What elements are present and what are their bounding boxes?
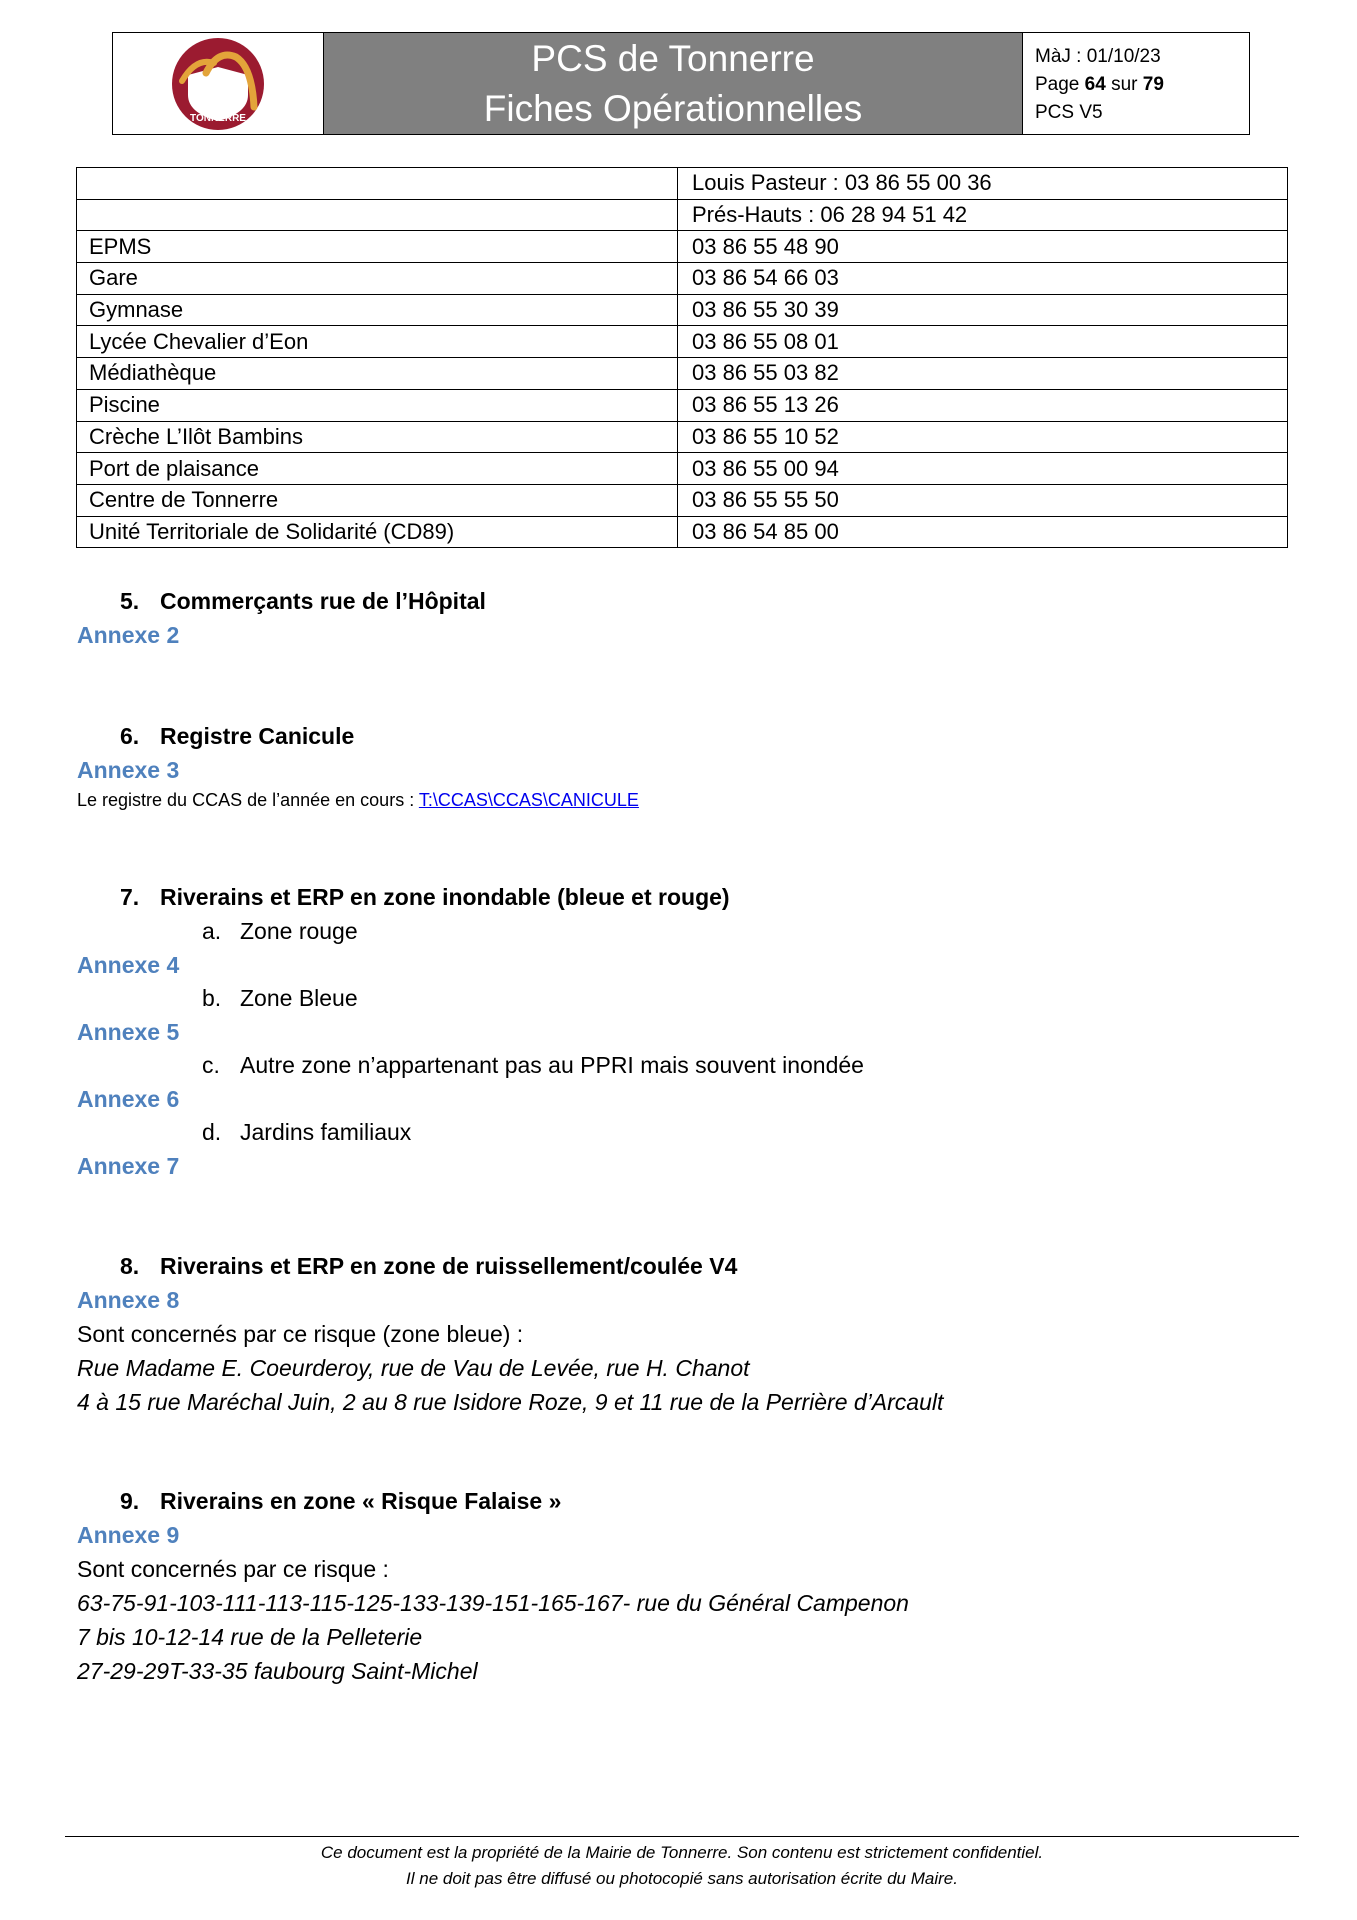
- item-label: Autre zone n’appartenant pas au PPRI mais souvent inondée: [240, 1052, 864, 1078]
- section-8-line-1: Rue Madame E. Coeurderoy, rue de Vau de Levée, rue H. Chanot: [77, 1355, 750, 1381]
- section-8-title: [120, 1253, 737, 1280]
- item-label: Zone Bleue: [240, 985, 358, 1011]
- contact-phone: 03 86 55 55 50: [678, 484, 1288, 516]
- section-number: 7.: [120, 884, 140, 910]
- contact-phone: 03 86 55 13 26: [678, 389, 1288, 421]
- contact-phone: 03 86 55 08 01: [678, 326, 1288, 358]
- contact-phone: 03 86 54 66 03: [678, 263, 1288, 295]
- contact-phone: 03 86 55 48 90: [678, 231, 1288, 263]
- table-row: [77, 421, 1288, 453]
- section-6-annex: Annexe 3: [77, 757, 180, 783]
- page-footer: [65, 1840, 1299, 1892]
- item-label: Jardins familiaux: [240, 1119, 412, 1145]
- canicule-note: [77, 790, 639, 811]
- section-5-annex: Annexe 2: [77, 622, 180, 648]
- contact-phone: 03 86 55 03 82: [678, 358, 1288, 390]
- table-row: [77, 484, 1288, 516]
- table-row: [77, 168, 1288, 200]
- section-number: 8.: [120, 1253, 140, 1279]
- contact-phone: 03 86 55 30 39: [678, 294, 1288, 326]
- table-row: [77, 263, 1288, 295]
- canicule-note-text: Le registre du CCAS de l’année en cours :: [77, 790, 419, 810]
- section-8-annex: Annexe 8: [77, 1287, 180, 1313]
- page-header: [112, 32, 1250, 135]
- contact-name: Gare: [77, 263, 678, 295]
- version-label: PCS V5: [1035, 102, 1103, 123]
- item-letter: b.: [202, 985, 222, 1011]
- section-8-intro: Sont concernés par ce risque (zone bleue) :: [77, 1321, 524, 1347]
- section-title-text: Commerçants rue de l’Hôpital: [160, 588, 486, 614]
- contact-name: Lycée Chevalier d’Eon: [77, 326, 678, 358]
- section-7-item-c: [202, 1052, 864, 1079]
- page-total: 79: [1142, 74, 1164, 95]
- contact-name: Médiathèque: [77, 358, 678, 390]
- section-5-title: [120, 588, 486, 615]
- table-row: [77, 453, 1288, 485]
- item-letter: c.: [202, 1052, 220, 1078]
- tonnerre-logo-icon: [166, 37, 270, 131]
- section-8-line-2: 4 à 15 rue Maréchal Juin, 2 au 8 rue Isidore Roze, 9 et 11 rue de la Perrière d’Arcault: [77, 1389, 944, 1415]
- section-title-text: Registre Canicule: [160, 723, 355, 749]
- contact-phone: 03 86 54 85 00: [678, 516, 1288, 548]
- section-title-text: Riverains en zone « Risque Falaise »: [160, 1488, 562, 1514]
- section-7-item-a: [202, 918, 358, 945]
- logo-cell: [113, 33, 324, 134]
- contact-name: [77, 168, 678, 200]
- footer-divider: [65, 1836, 1299, 1837]
- canicule-register-link[interactable]: T:\CCAS\CCAS\CANICULE: [418, 790, 639, 810]
- header-title: [324, 33, 1023, 134]
- section-number: 6.: [120, 723, 140, 749]
- section-title-text: Riverains et ERP en zone inondable (bleue et rouge): [160, 884, 730, 910]
- item-letter: a.: [202, 918, 222, 944]
- page-prefix: Page: [1035, 74, 1085, 95]
- section-title-text: Riverains et ERP en zone de ruissellement/coulée V4: [160, 1253, 738, 1279]
- section-9-line-3: 27-29-29T-33-35 faubourg Saint-Michel: [77, 1658, 478, 1684]
- header-meta: [1023, 33, 1249, 134]
- header-title-line1: PCS de Tonnerre: [531, 37, 815, 79]
- table-row: [77, 326, 1288, 358]
- page-sep: sur: [1105, 74, 1143, 95]
- section-9-intro: Sont concernés par ce risque :: [77, 1556, 389, 1582]
- table-row: [77, 199, 1288, 231]
- table-row: [77, 389, 1288, 421]
- update-date: MàJ : 01/10/23: [1035, 46, 1161, 67]
- section-6-title: [120, 723, 354, 750]
- section-7-item-d: [202, 1119, 411, 1146]
- page-indicator: [1035, 71, 1249, 99]
- section-7-item-c-annex: Annexe 6: [77, 1086, 180, 1112]
- item-label: Zone rouge: [240, 918, 358, 944]
- contact-name: Unité Territoriale de Solidarité (CD89): [77, 516, 678, 548]
- contacts-table: [76, 167, 1288, 548]
- contact-name: [77, 199, 678, 231]
- contact-name: EPMS: [77, 231, 678, 263]
- contact-phone: Louis Pasteur : 03 86 55 00 36: [678, 168, 1288, 200]
- section-7-title: [120, 884, 730, 911]
- contact-name: Gymnase: [77, 294, 678, 326]
- contact-phone: 03 86 55 10 52: [678, 421, 1288, 453]
- contact-name: Crèche L’Ilôt Bambins: [77, 421, 678, 453]
- footer-line-2: Il ne doit pas être diffusé ou photocopié sans autorisation écrite du Maire.: [406, 1869, 958, 1888]
- contact-name: Centre de Tonnerre: [77, 484, 678, 516]
- table-row: [77, 516, 1288, 548]
- section-7-item-a-annex: Annexe 4: [77, 952, 180, 978]
- footer-line-1: Ce document est la propriété de la Mairie de Tonnerre. Son contenu est strictement confidentiel.: [320, 1843, 1044, 1862]
- section-9-line-1: 63-75-91-103-111-113-115-125-133-139-151-165-167- rue du Général Campenon: [77, 1590, 909, 1616]
- logo-text: TONNERRE: [190, 112, 246, 124]
- table-row: [77, 231, 1288, 263]
- section-number: 9.: [120, 1488, 140, 1514]
- contact-name: Piscine: [77, 389, 678, 421]
- table-row: [77, 358, 1288, 390]
- section-7-item-b: [202, 985, 358, 1012]
- section-9-annex: Annexe 9: [77, 1522, 180, 1548]
- header-title-line2: Fiches Opérationnelles: [483, 87, 863, 129]
- section-7-item-d-annex: Annexe 7: [77, 1153, 180, 1179]
- item-letter: d.: [202, 1119, 222, 1145]
- section-9-line-2: 7 bis 10-12-14 rue de la Pelleterie: [77, 1624, 423, 1650]
- section-number: 5.: [120, 588, 140, 614]
- page-number: 64: [1084, 74, 1106, 95]
- section-9-title: [120, 1488, 561, 1515]
- contact-name: Port de plaisance: [77, 453, 678, 485]
- contact-phone: 03 86 55 00 94: [678, 453, 1288, 485]
- contact-phone: Prés-Hauts : 06 28 94 51 42: [678, 199, 1288, 231]
- table-row: [77, 294, 1288, 326]
- section-7-item-b-annex: Annexe 5: [77, 1019, 180, 1045]
